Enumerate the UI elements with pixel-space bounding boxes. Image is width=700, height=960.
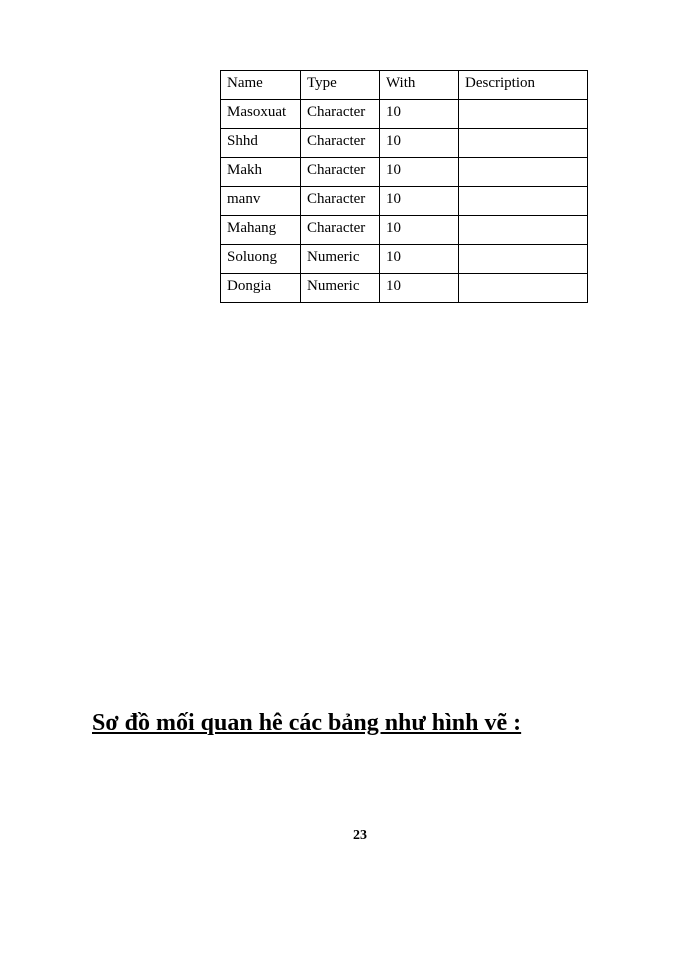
cell-with: 10 xyxy=(380,187,459,216)
table-row xyxy=(221,100,588,129)
cell-description xyxy=(459,245,588,274)
cell-with: 10 xyxy=(380,216,459,245)
table-header-row xyxy=(221,71,588,100)
column-header-description: Description xyxy=(459,71,588,100)
cell-type: Character xyxy=(301,100,380,129)
cell-type: Numeric xyxy=(301,274,380,303)
cell-type: Character xyxy=(301,187,380,216)
page-number: 23 xyxy=(353,828,367,843)
cell-with: 10 xyxy=(380,245,459,274)
column-header-with: With xyxy=(380,71,459,100)
column-header-name: Name xyxy=(221,71,301,100)
cell-name: Shhd xyxy=(221,129,301,158)
cell-name: Makh xyxy=(221,158,301,187)
cell-description xyxy=(459,129,588,158)
field-table xyxy=(220,70,588,303)
cell-description xyxy=(459,158,588,187)
cell-with: 10 xyxy=(380,100,459,129)
cell-description xyxy=(459,100,588,129)
cell-name: Soluong xyxy=(221,245,301,274)
table-row xyxy=(221,158,588,187)
cell-type: Character xyxy=(301,129,380,158)
cell-type: Numeric xyxy=(301,245,380,274)
cell-name: Mahang xyxy=(221,216,301,245)
cell-description xyxy=(459,216,588,245)
table-row xyxy=(221,216,588,245)
cell-name: Masoxuat xyxy=(221,100,301,129)
column-header-type: Type xyxy=(301,71,380,100)
table-row xyxy=(221,274,588,303)
table-row xyxy=(221,129,588,158)
cell-name: Dongia xyxy=(221,274,301,303)
table-row xyxy=(221,245,588,274)
cell-type: Character xyxy=(301,158,380,187)
cell-with: 10 xyxy=(380,274,459,303)
table-row xyxy=(221,187,588,216)
table-body xyxy=(221,100,588,303)
cell-description xyxy=(459,274,588,303)
cell-name: manv xyxy=(221,187,301,216)
cell-with: 10 xyxy=(380,158,459,187)
cell-type: Character xyxy=(301,216,380,245)
cell-description xyxy=(459,187,588,216)
section-heading: Sơ đồ mối quan hê các bảng như hình vẽ : xyxy=(92,710,522,736)
cell-with: 10 xyxy=(380,129,459,158)
